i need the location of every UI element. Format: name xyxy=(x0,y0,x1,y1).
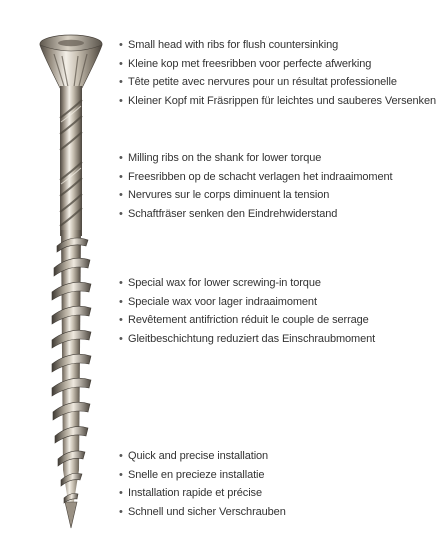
screw-head xyxy=(40,45,102,88)
feature-line: • Speciale wax voor lager indraaimoment xyxy=(119,293,436,312)
screw-image xyxy=(30,30,112,530)
feature-line: • Quick and precise installation xyxy=(119,447,436,466)
feature-line: • Nervures sur le corps diminuent la tension xyxy=(119,186,436,205)
feature-line: • Tête petite avec nervures pour un résultat professionelle xyxy=(119,73,436,92)
feature-line: • Special wax for lower screwing-in torque xyxy=(119,274,436,293)
feature-line: • Installation rapide et précise xyxy=(119,484,436,503)
feature-line: • Revêtement antifriction réduit le couple de serrage xyxy=(119,311,436,330)
feature-line: • Gleitbeschichtung reduziert das Einschraubmoment xyxy=(119,330,436,349)
feature-group-wax xyxy=(119,274,436,348)
feature-line: • Kleiner Kopf mit Fräsrippen für leichtes und sauberes Versenken xyxy=(119,92,436,111)
feature-line: • Milling ribs on the shank for lower torque xyxy=(119,149,436,168)
feature-line: • Kleine kop met freesribben voor perfecte afwerking xyxy=(119,55,436,74)
feature-line: • Schaftfräser senken den Eindrehwiderstand xyxy=(119,205,436,224)
feature-line: • Snelle en precieze installatie xyxy=(119,466,436,485)
feature-group-head xyxy=(119,36,436,110)
feature-group-shank xyxy=(119,149,436,223)
feature-line: • Schnell und sicher Verschrauben xyxy=(119,503,436,522)
feature-line: • Freesribben op de schacht verlagen het indraaimoment xyxy=(119,168,436,187)
screw-tip xyxy=(65,502,77,528)
feature-group-installation xyxy=(119,447,436,521)
feature-line: • Small head with ribs for flush countersinking xyxy=(119,36,436,55)
